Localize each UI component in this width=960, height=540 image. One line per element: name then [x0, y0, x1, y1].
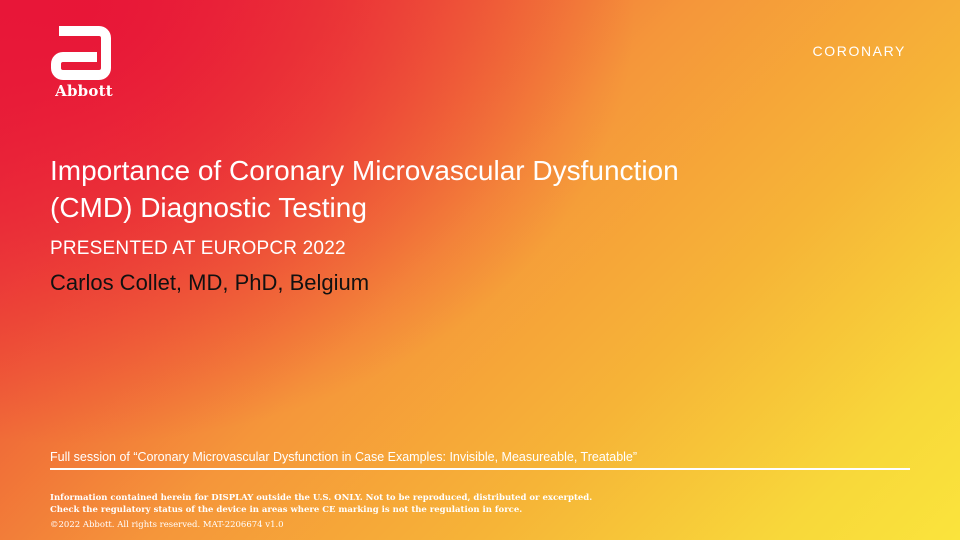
- disclaimer-line-1: Information contained herein for DISPLAY outside the U.S. ONLY. Not to be reproduced, distributed or excerpted.: [50, 493, 593, 503]
- session-caption: Full session of “Coronary Microvascular Dysfunction in Case Examples: Invisible, Measureable, Treatable”: [50, 450, 638, 464]
- abbott-logo: [46, 26, 122, 100]
- abbott-logo-icon: [51, 26, 117, 80]
- slide-title: [50, 152, 750, 226]
- title-line-1: Importance of Coronary Microvascular Dysfunction: [50, 155, 679, 186]
- category-label: CORONARY: [812, 43, 906, 59]
- disclaimer-text: [50, 493, 592, 516]
- footer-divider: [50, 468, 910, 470]
- presenter-name: Carlos Collet, MD, PhD, Belgium: [50, 270, 370, 295]
- disclaimer-line-2: Check the regulatory status of the device in areas where CE marking is not the regulation in force.: [50, 504, 523, 515]
- event-subtitle: PRESENTED AT EUROPCR 2022: [50, 238, 346, 259]
- brand-wordmark: Abbott: [55, 82, 113, 100]
- copyright-text: ©2022 Abbott. All rights reserved. MAT-2206674 v1.0: [50, 520, 284, 530]
- title-line-2: (CMD) Diagnostic Testing: [50, 192, 367, 223]
